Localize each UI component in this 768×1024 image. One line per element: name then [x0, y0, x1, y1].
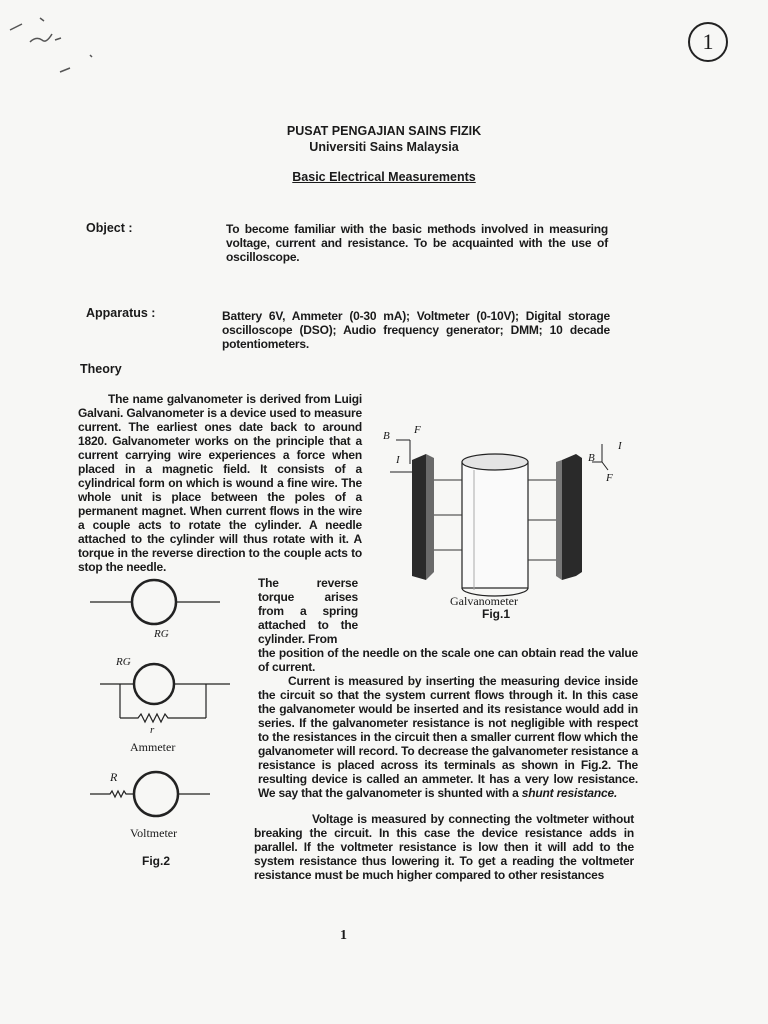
institution-heading: PUSAT PENGAJIAN SAINS FIZIK: [286, 124, 482, 138]
fig1-caption-number: Fig.1: [482, 607, 511, 621]
fig1-caption-name: Galvanometer: [450, 594, 518, 608]
fig2-label-rg-top: RG: [154, 628, 169, 640]
fig2-caption: Fig.2: [142, 854, 171, 868]
shunt-resistance-term: shunt resistance.: [521, 786, 618, 800]
theory-paragraph-1: The name galvanometer is derived from Luigi Galvani. Galvanometer is a device used to measure current. The earliest ones date back to around 1820. Galvanometer works on the principle that a current carrying wire experiences a force when placed in a magnetic field. It consists of a cylindrical form on which is wound a fine wire. The whole unit is place between the poles of a permanent magnet. When current flows in the wire a couple acts to rotate the cylinder. A needle attached to the cylinder will thus rotate with it. A torque in the reverse direction to the couple acts to stop the needle.: [78, 392, 362, 574]
apparatus-text: Battery 6V, Ammeter (0-30 mA); Voltmeter (0-10V); Digital storage oscilloscope (DSO); Audio frequency generator; DMM; 10 decade potentiometers.: [222, 309, 610, 351]
document-title: Basic Electrical Measurements: [292, 170, 476, 184]
fig1-label-i-right: I: [618, 440, 622, 452]
fig1-label-b-right: B: [588, 452, 595, 464]
object-label: Object :: [86, 221, 133, 235]
object-text: To become familiar with the basic methods involved in measuring voltage, current and resistance. To be acquainted with the use of oscilloscope.: [226, 222, 608, 264]
page-marker-circle: 1: [688, 22, 728, 62]
theory-paragraph-1-end: the position of the needle on the scale one can obtain read the value of current.: [258, 646, 638, 674]
university-heading: Universiti Sains Malaysia: [309, 140, 459, 154]
theory-paragraph-1-narrow: The reverse torque arises from a spring attached to the cylinder. From: [258, 576, 358, 646]
apparatus-label: Apparatus :: [86, 306, 156, 320]
scan-scribble-marks: [0, 0, 120, 90]
fig2-voltmeter-label: Voltmeter: [130, 826, 178, 840]
page-number: 1: [340, 928, 347, 943]
fig2-label-R: R: [110, 770, 118, 784]
fig1-label-f-left: F: [414, 424, 421, 436]
theory-paragraph-2: [258, 674, 638, 800]
fig1-label-i-left: I: [396, 454, 400, 466]
theory-paragraph-2-text: Current is measured by inserting the measuring device inside the circuit so that the system current flows through it. In this case the galvanometer would be inserted and its resistance would add in series. If the galvanometer resistance is not negligible with respect to the resistances in the circuit then a smaller current flow which the galvanometer will record. To decrease the galvanometer resistance a resistance is placed across its terminals as shown in Fig.2. The resulting device is called an ammeter. It has a very low resistance. We say that the galvanometer is shunted with a: [258, 674, 638, 800]
fig1-label-b-left: B: [383, 430, 390, 442]
fig2-label-r-shunt: r: [150, 724, 155, 736]
galvanometer-circuit-figure: [90, 574, 250, 824]
theory-paragraph-3: Voltage is measured by connecting the voltmeter without breaking the circuit. In this case the device resistance adds in parallel. If the voltmeter resistance is low then it will add to the system resistance thus lowering it. To get a reading the voltmeter resistance must be much higher compared to other resistances: [254, 812, 634, 882]
fig2-ammeter-label: Ammeter: [130, 740, 176, 754]
theory-heading: Theory: [80, 362, 122, 376]
galvanometer-figure: [376, 420, 636, 600]
fig1-label-f-right: F: [606, 472, 613, 484]
fig2-label-rg-ammeter: RG: [116, 656, 131, 668]
